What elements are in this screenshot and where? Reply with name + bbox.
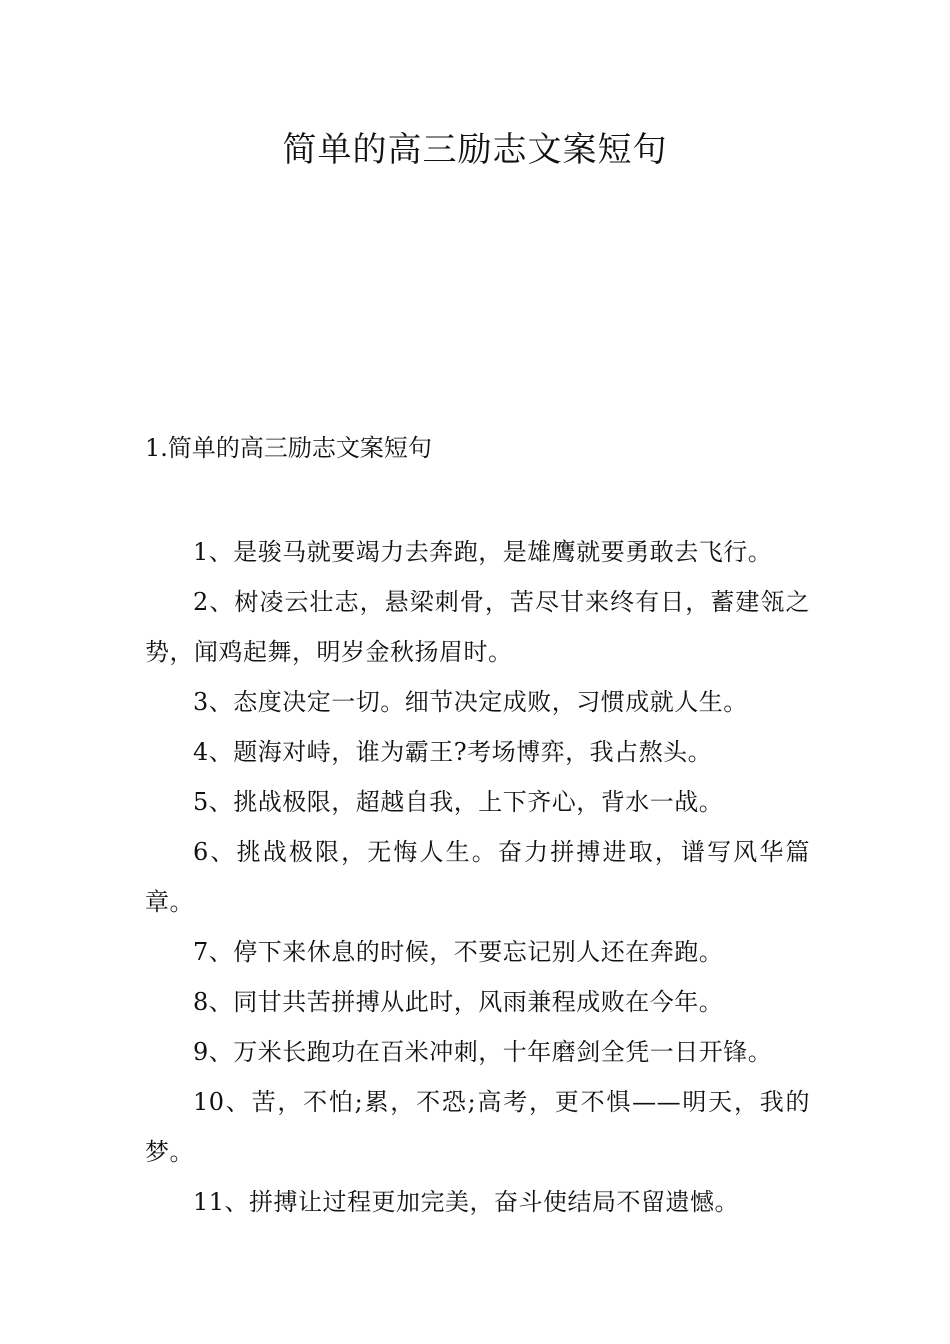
paragraph: 4、题海对峙，谁为霸王?考场博弈，我占熬头。 (193, 738, 713, 766)
section-heading: 1.简单的高三励志文案短句 (145, 434, 432, 462)
document-title: 简单的高三励志文案短句 (282, 130, 668, 170)
paragraph: 8、同甘共苦拼搏从此时，风雨兼程成败在今年。 (193, 988, 724, 1016)
paragraph: 9、万米长跑功在百米冲刺，十年磨剑全凭一日开锋。 (193, 1038, 773, 1066)
paragraph: 2、树凌云壮志，悬梁刺骨，苦尽甘来终有日，蓄建瓴之势，闻鸡起舞，明岁金秋扬眉时。 (145, 588, 810, 666)
paragraph: 5、挑战极限，超越自我，上下齐心，背水一战。 (193, 788, 724, 816)
paragraph: 6、挑战极限，无悔人生。奋力拼搏进取，谱写风华篇章。 (145, 838, 810, 916)
paragraph: 7、停下来休息的时候，不要忘记别人还在奔跑。 (193, 938, 724, 966)
paragraph: 10、苦，不怕;累，不恐;高考，更不惧——明天，我的梦。 (145, 1088, 810, 1166)
paragraph: 1、是骏马就要竭力去奔跑，是雄鹰就要勇敢去飞行。 (193, 538, 773, 566)
paragraph: 11、拼搏让过程更加完美，奋斗使结局不留遗憾。 (193, 1188, 740, 1216)
paragraph: 3、态度决定一切。细节决定成败，习惯成就人生。 (193, 688, 748, 716)
paragraph-list (145, 527, 810, 1227)
